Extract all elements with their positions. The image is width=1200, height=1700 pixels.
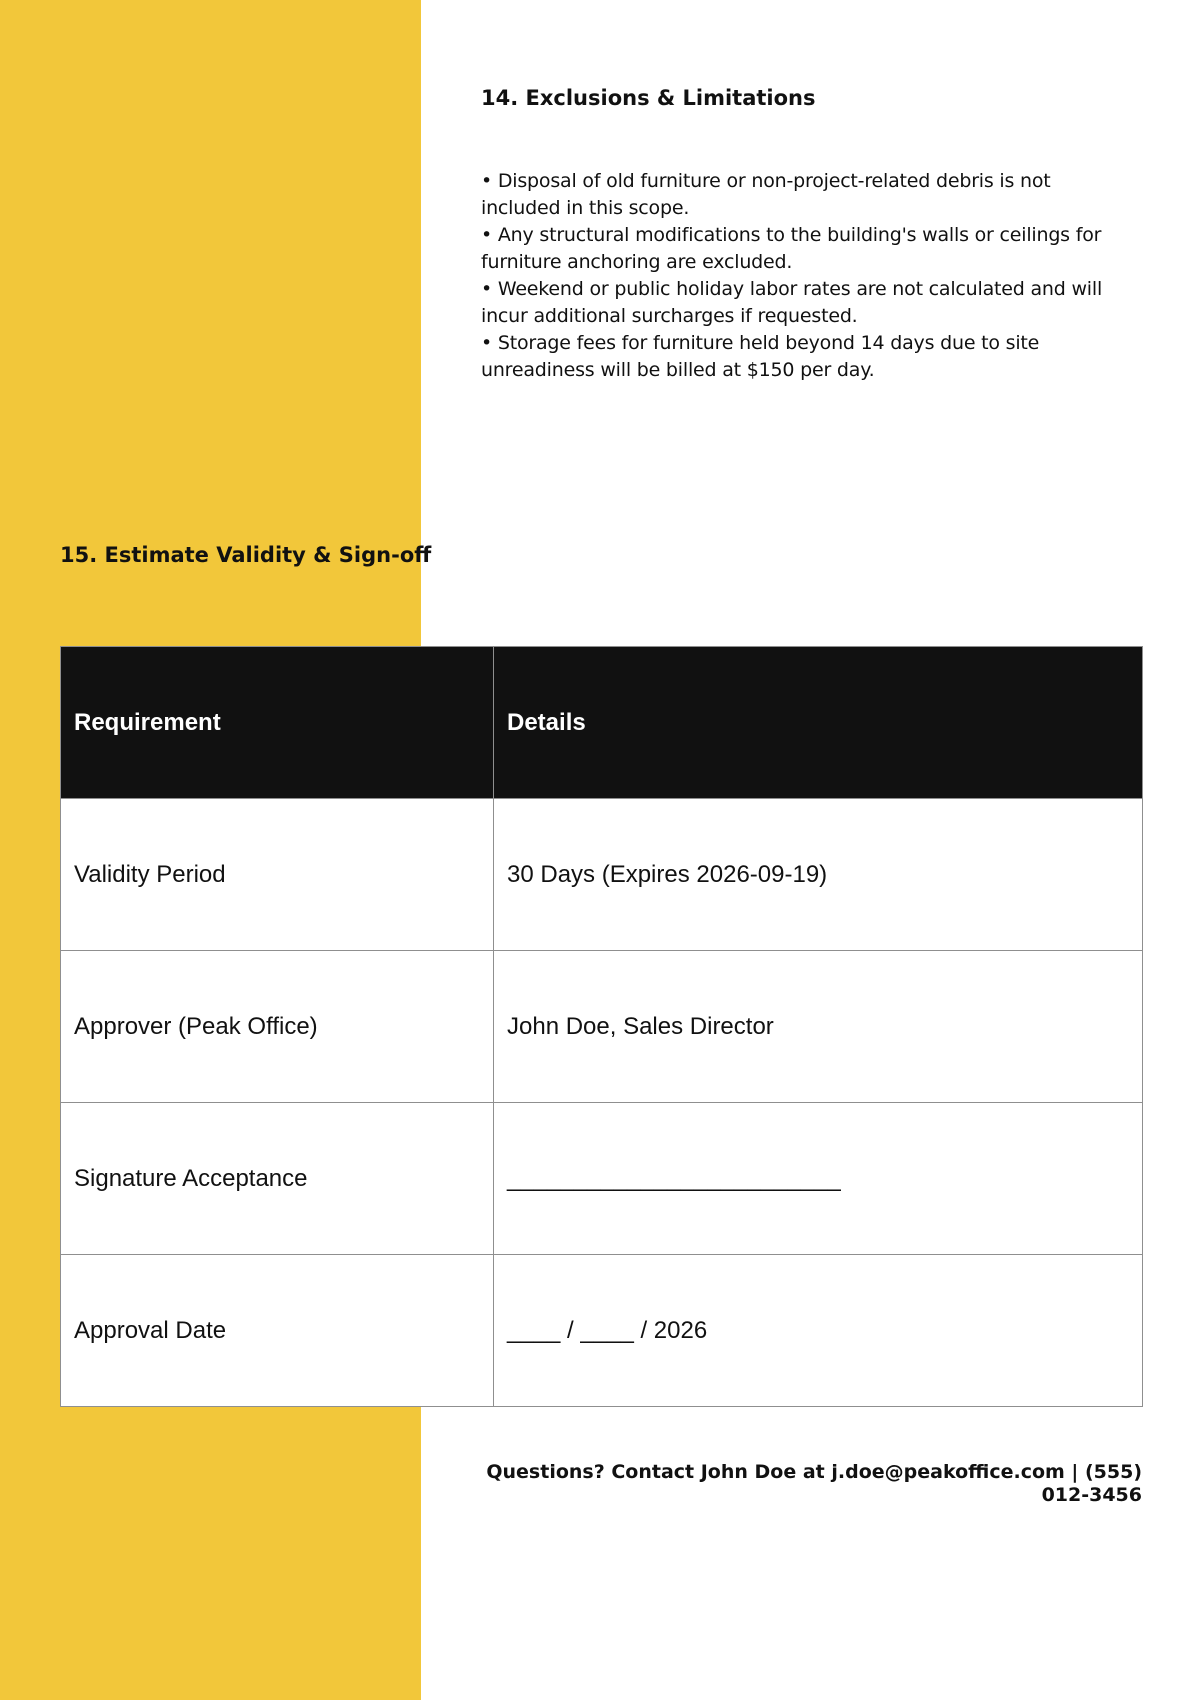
requirement-cell: Approver (Peak Office) [61,951,494,1103]
signoff-table [60,646,1143,1407]
details-cell: 30 Days (Expires 2026-09-19) [494,799,1143,951]
header-requirement: Requirement [61,647,494,799]
section-15-title: 15. Estimate Validity & Sign-off [60,543,432,567]
requirement-cell: Signature Acceptance [61,1103,494,1255]
approval-date-field[interactable]: ____ / ____ / 2026 [494,1255,1143,1407]
requirement-cell: Approval Date [61,1255,494,1407]
details-cell: John Doe, Sales Director [494,951,1143,1103]
table-row [61,1255,1143,1407]
exclusion-item: • Storage fees for furniture held beyond 14 days due to site unreadiness will be billed at $150 per day. [481,332,1040,381]
table-row [61,951,1143,1103]
signature-line[interactable]: _________________________ [494,1103,1143,1255]
header-details: Details [494,647,1143,799]
table-row [61,799,1143,951]
exclusion-item: • Any structural modifications to the building's walls or ceilings for furniture anchoring are excluded. [481,224,1102,273]
exclusion-item: • Weekend or public holiday labor rates are not calculated and will incur additional surcharges if requested. [481,278,1103,327]
requirement-cell: Validity Period [61,799,494,951]
table-header-row [61,647,1143,799]
table-row [61,1103,1143,1255]
section-14-title: 14. Exclusions & Limitations [481,86,816,110]
contact-footer: Questions? Contact John Doe at j.doe@peakoffice.com | (555) 012-3456 [486,1461,1142,1506]
exclusions-list [481,168,1121,384]
exclusion-item: • Disposal of old furniture or non-project-related debris is not included in this scope. [481,170,1051,219]
